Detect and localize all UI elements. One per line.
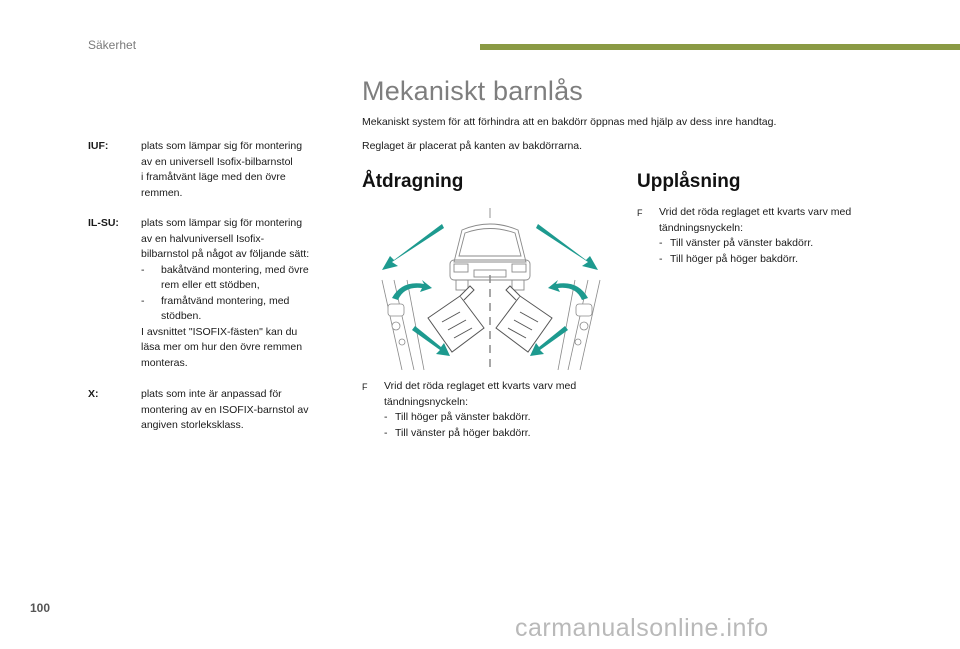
- text-line: plats som lämpar sig för montering: [141, 140, 303, 152]
- child-lock-illustration: [362, 200, 620, 370]
- ignition-key-right: [496, 286, 552, 352]
- section-title: Säkerhet: [88, 38, 137, 52]
- text-line: av en universell Isofix-bilbarnstol: [141, 155, 293, 168]
- arrow-icon: [382, 224, 444, 270]
- definition-desc-ilsu: [141, 216, 341, 371]
- lock-instruction: F Vrid det röda reglaget ett kvarts varv med tändningsnyckeln: - Till höger på vänster bakdörr. - Till vänster på höger bakdörr.: [362, 379, 612, 441]
- list-item: - framåtvänd montering, med stödben.: [141, 294, 290, 322]
- definition-desc-x: [141, 387, 341, 434]
- text-line: plats som inte är anpassad för: [141, 388, 282, 400]
- text-line: angiven storleksklass.: [141, 419, 244, 431]
- list-item: - Till vänster på vänster bakdörr.: [659, 237, 814, 249]
- page-title: Mekaniskt barnlås: [362, 76, 583, 106]
- arrow-icon: [536, 224, 598, 270]
- rotate-arrow-icon: [548, 280, 588, 300]
- list-item: - Till vänster på höger bakdörr.: [384, 426, 531, 439]
- list-item: - Till höger på vänster bakdörr.: [384, 411, 531, 423]
- text-line: i framåtvänt läge med den övre: [141, 171, 286, 183]
- definition-term-ilsu: IL-SU:: [88, 217, 119, 229]
- watermark: carmanualsonline.info: [515, 614, 769, 642]
- definition-desc-iuf: [141, 139, 341, 201]
- intro-paragraph-2: Reglaget är placerat på kanten av bakdörrarna.: [362, 140, 583, 152]
- heading-lock: Åtdragning: [362, 171, 464, 192]
- heading-unlock: Upplåsning: [637, 171, 741, 192]
- text-line: monteras.: [141, 356, 188, 369]
- bullet-marker: F: [637, 208, 643, 218]
- text-line: plats som lämpar sig för montering: [141, 217, 303, 229]
- text-line: läsa mer om hur den övre remmen: [141, 341, 303, 353]
- definition-term-x: X:: [88, 388, 99, 400]
- text-line: remmen.: [141, 186, 183, 199]
- text-line: av en halvuniversell Isofix-: [141, 232, 265, 245]
- unlock-instruction: F Vrid det röda reglaget ett kvarts varv med tändningsnyckeln: - Till vänster på vänster bakdörr. - Till höger på höger bakdörr.: [637, 205, 887, 267]
- door-edge-lines: [382, 280, 600, 370]
- page-number: 100: [30, 601, 51, 615]
- bullet-marker: F: [362, 382, 368, 392]
- ignition-key-left: [428, 286, 484, 352]
- text-line: montering av en ISOFIX-barnstol av: [141, 403, 309, 416]
- list-item: - Till höger på höger bakdörr.: [659, 252, 799, 265]
- rotate-arrow-icon: [392, 280, 432, 300]
- header-accent-bar: [480, 44, 960, 50]
- text-line: bilbarnstol på något av följande sätt:: [141, 248, 310, 260]
- text-line: I avsnittet "ISOFIX-fästen" kan du: [141, 325, 298, 338]
- definition-term-iuf: IUF:: [88, 140, 109, 152]
- list-item: - bakåtvänd montering, med övre rem eller ett stödben,: [141, 263, 309, 291]
- intro-paragraph-1: Mekaniskt system för att förhindra att en bakdörr öppnas med hjälp av dess inre handtag.: [362, 116, 777, 128]
